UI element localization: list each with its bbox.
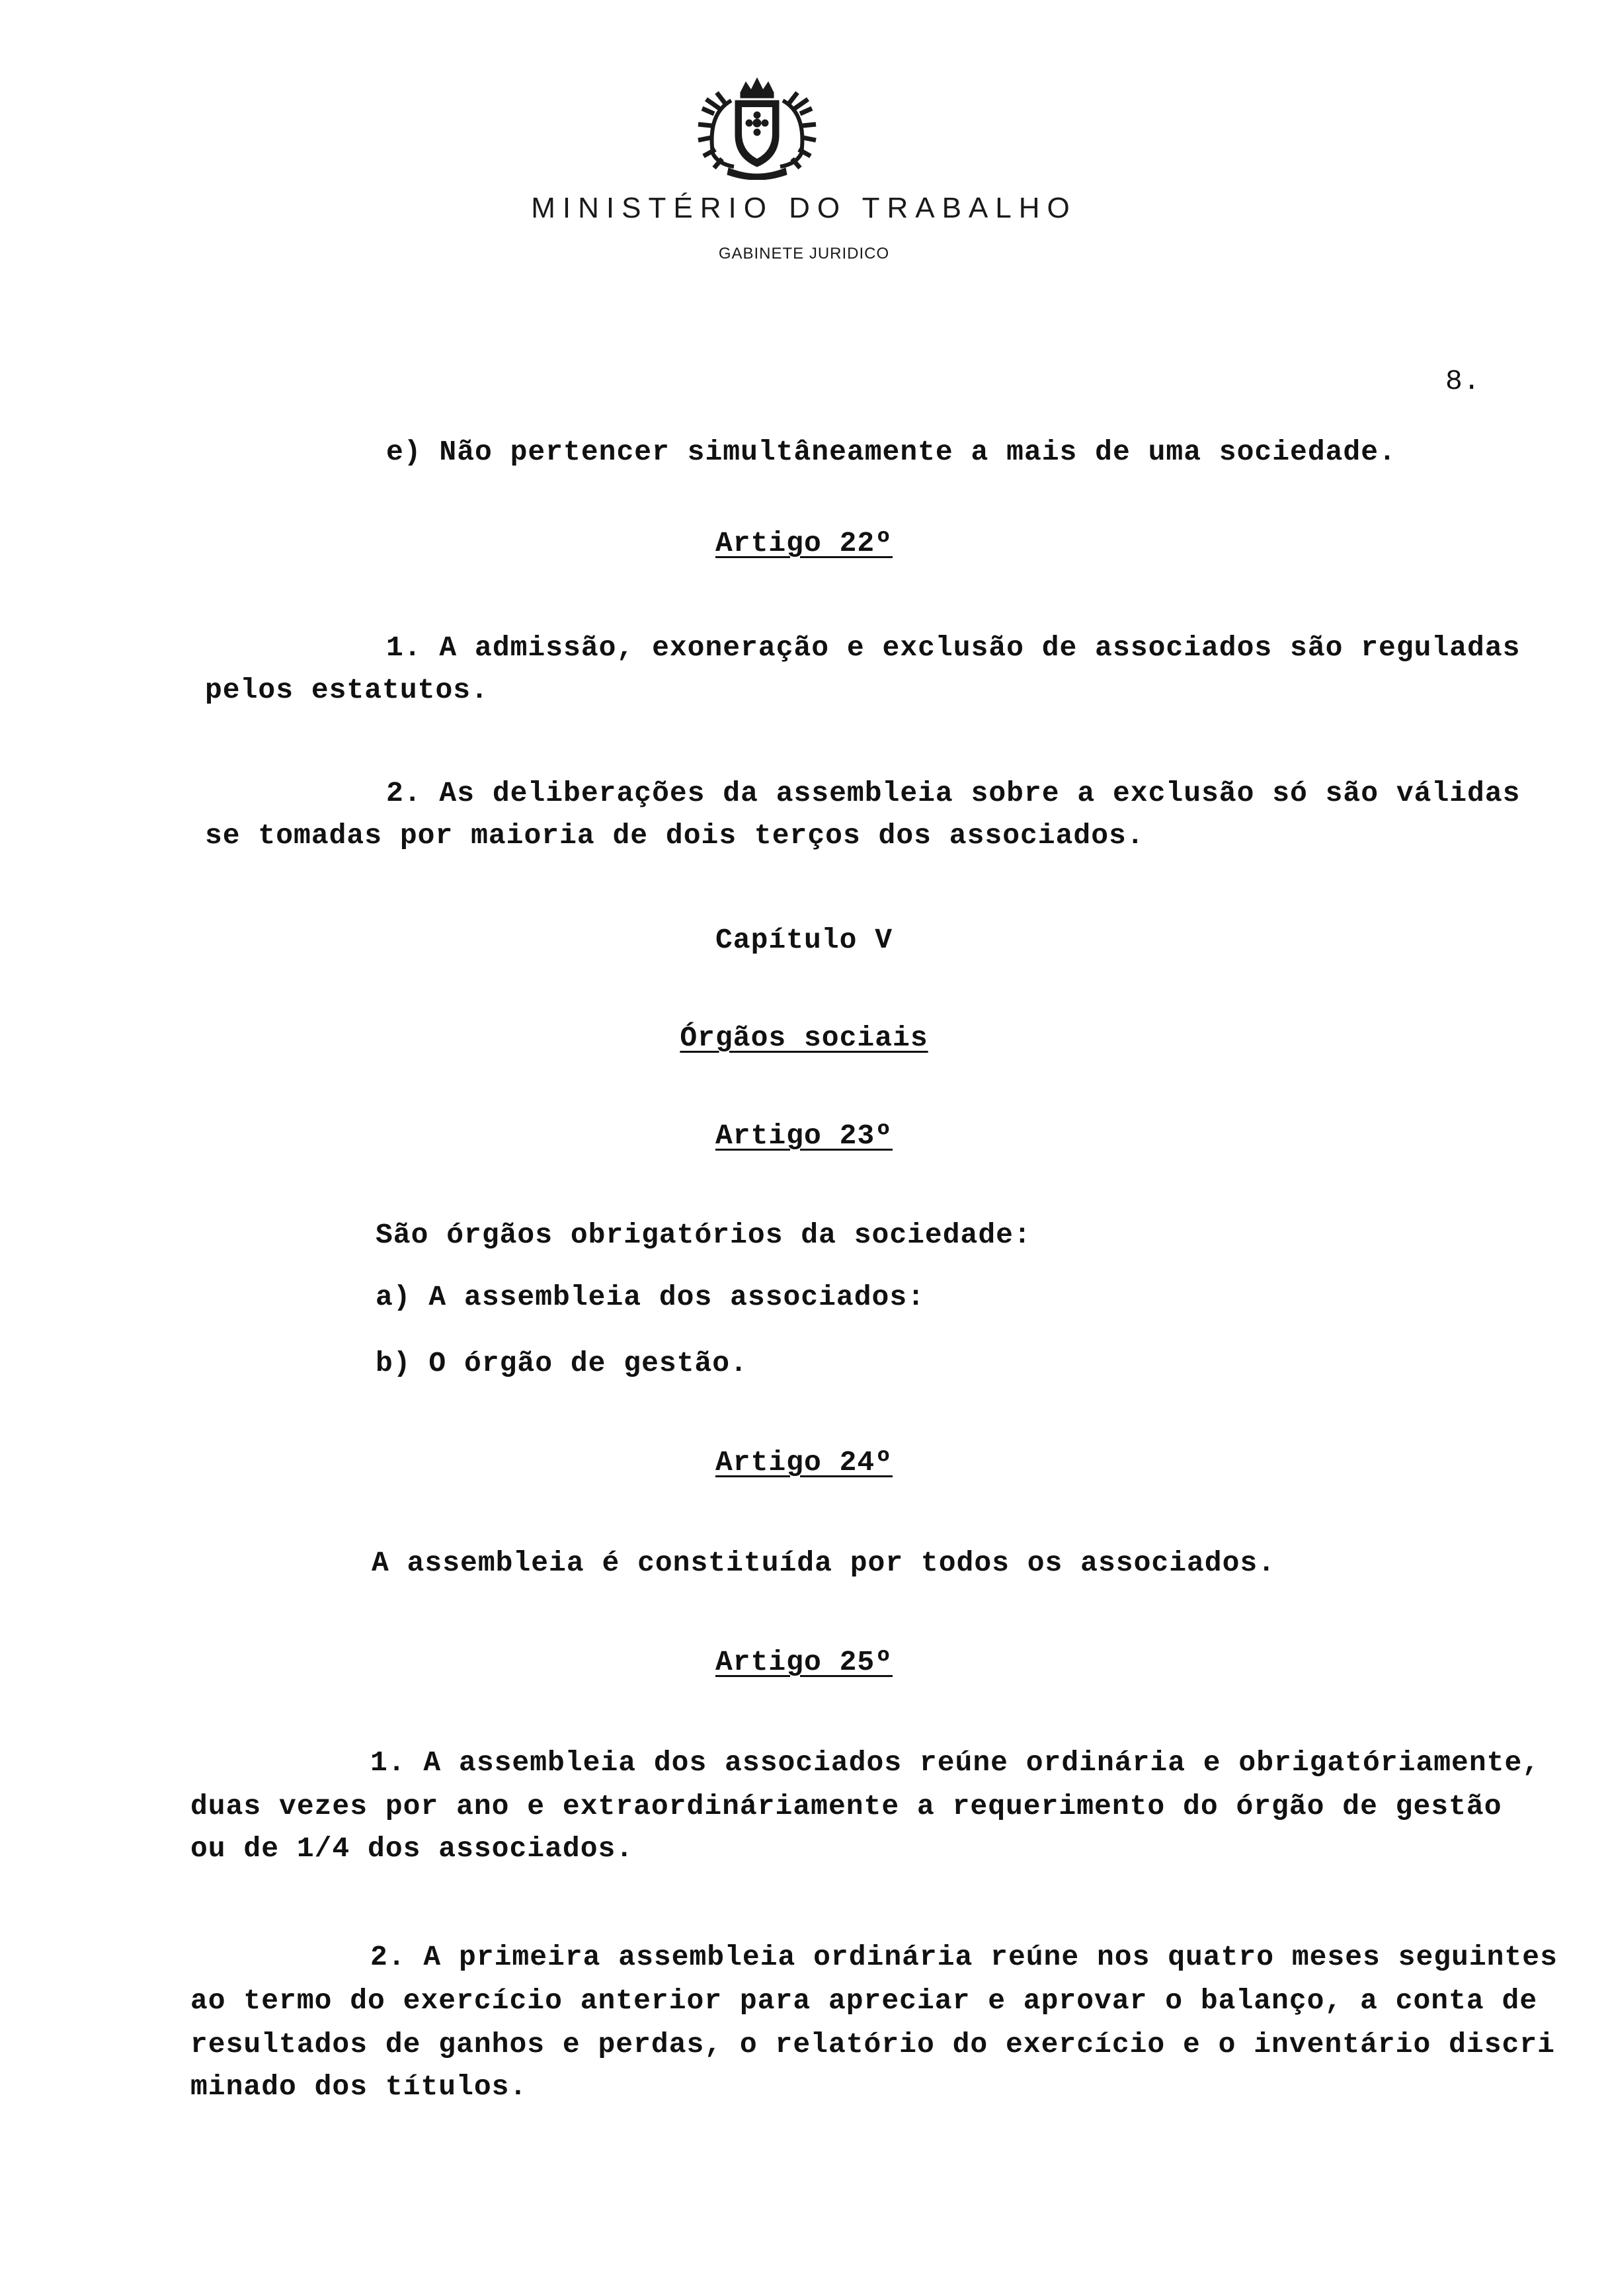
paragraph-line: 2. As deliberações da assembleia sobre a exclusão só são válidas — [386, 777, 1521, 809]
paragraph-line: 1. A admissão, exoneração e exclusão de associados são reguladas — [386, 632, 1521, 664]
paragraph-line: ou de 1/4 dos associados. — [190, 1832, 634, 1865]
page-number: 8. — [1445, 365, 1481, 397]
article-25-heading: Artigo 25º — [715, 1646, 893, 1678]
paragraph-line: se tomadas por maioria de dois terços dos associados. — [205, 819, 1145, 852]
list-item: b) O órgão de gestão. — [376, 1347, 748, 1379]
list-item: a) A assembleia dos associados: — [376, 1281, 925, 1313]
article-24-heading: Artigo 24º — [715, 1446, 893, 1479]
coat-of-arms-icon — [688, 74, 826, 180]
paragraph-line: minado dos títulos. — [190, 2070, 528, 2103]
paragraph-line: resultados de ganhos e perdas, o relatório do exercício e o inventário discri — [190, 2028, 1555, 2061]
paragraph-line: São órgãos obrigatórios da sociedade: — [376, 1219, 1031, 1251]
item-e: e) Não pertencer simultâneamente a mais de uma sociedade. — [386, 436, 1396, 468]
paragraph-line: duas vezes por ano e extraordináriamente a requerimento do órgão de gestão — [190, 1790, 1502, 1823]
paragraph-line: 2. A primeira assembleia ordinária reúne nos quatro meses seguintes — [370, 1941, 1558, 1973]
chapter-title: Órgãos sociais — [680, 1022, 928, 1054]
paragraph-line: A assembleia é constituída por todos os associados. — [372, 1547, 1276, 1579]
article-23-heading: Artigo 23º — [715, 1120, 893, 1152]
paragraph-line: 1. A assembleia dos associados reúne ordinária e obrigatóriamente, — [370, 1746, 1541, 1779]
chapter-heading: Capítulo V — [715, 924, 893, 956]
article-22-heading: Artigo 22º — [715, 527, 893, 559]
office-name: GABINETE JURIDICO — [718, 245, 890, 263]
paragraph-line: ao termo do exercício anterior para apreciar e aprovar o balanço, a conta de — [190, 1985, 1538, 2017]
ministry-name: MINISTÉRIO DO TRABALHO — [531, 192, 1077, 224]
paragraph-line: pelos estatutos. — [205, 674, 489, 706]
